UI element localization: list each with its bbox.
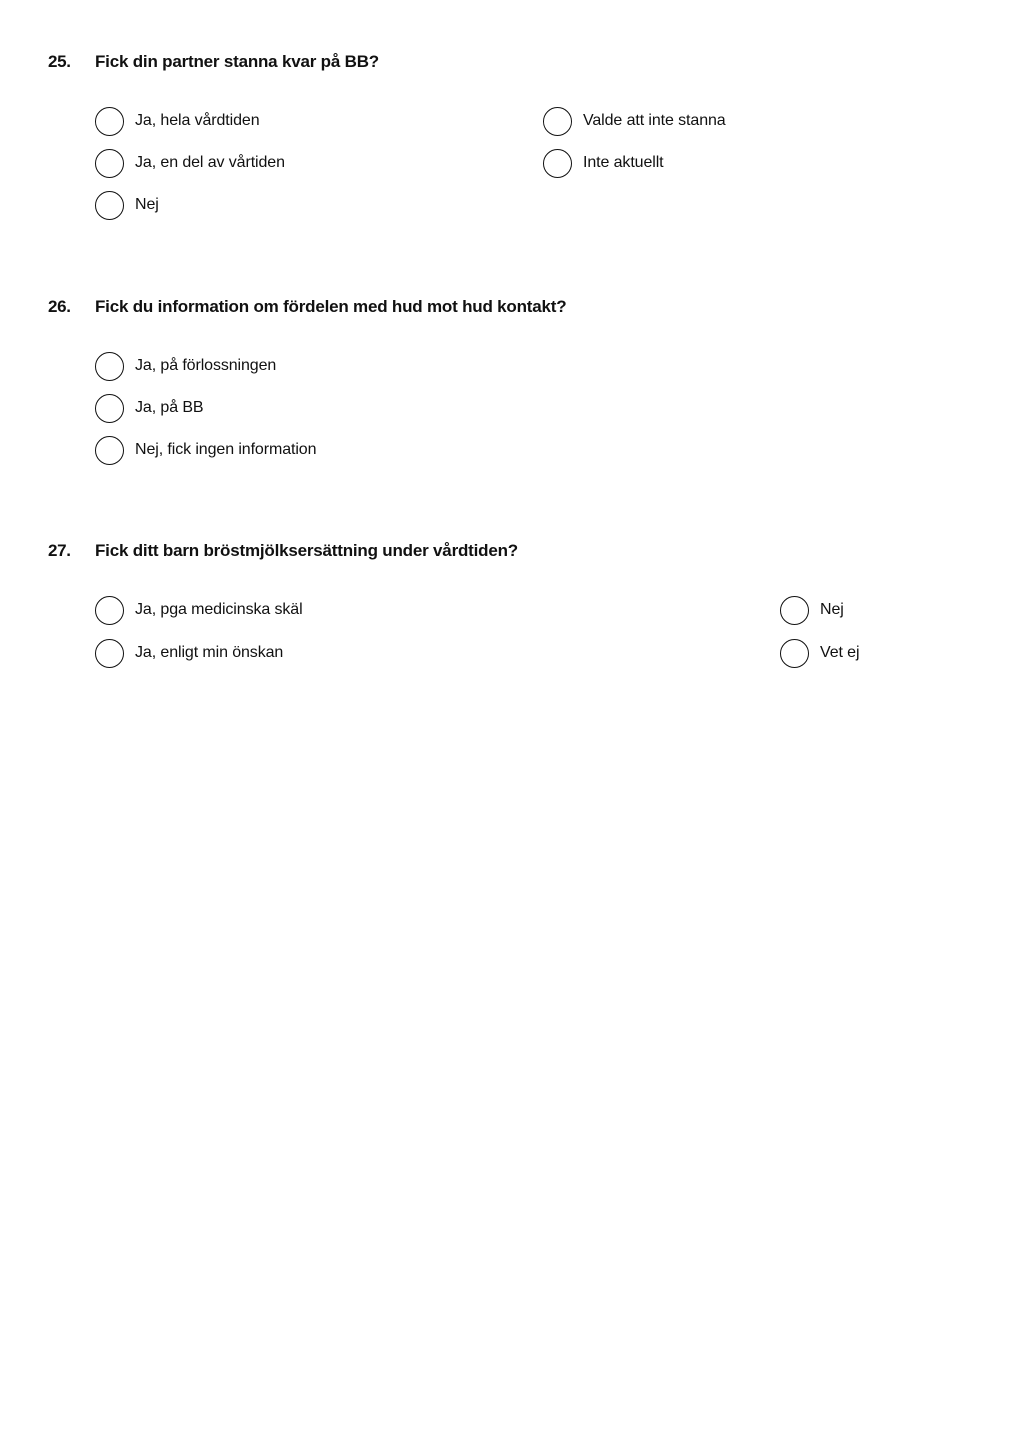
radio-circle-icon[interactable] (95, 149, 124, 178)
radio-circle-icon[interactable] (95, 191, 124, 220)
option-label: Ja, en del av vårtiden (135, 154, 285, 171)
option-inte-aktuellt[interactable] (543, 148, 664, 178)
option-label: Ja, enligt min önskan (135, 644, 284, 661)
radio-circle-icon[interactable] (95, 107, 124, 136)
radio-circle-icon[interactable] (95, 639, 124, 668)
radio-circle-icon[interactable] (543, 149, 572, 178)
question-text: Fick din partner stanna kvar på BB? (95, 52, 379, 71)
option-label: Nej (135, 196, 159, 213)
option-label: Ja, pga medicinska skäl (135, 601, 303, 618)
option-ja-pa-bb[interactable] (95, 393, 203, 423)
question-number: 25. (48, 52, 71, 71)
question-text: Fick du information om fördelen med hud mot hud kontakt? (95, 297, 567, 316)
option-nej-fick-ingen-information[interactable] (95, 435, 316, 465)
option-ja-en-del-av-vartiden[interactable] (95, 148, 285, 178)
option-label: Ja, på BB (135, 399, 204, 416)
option-label: Nej, fick ingen information (135, 441, 317, 458)
radio-circle-icon[interactable] (95, 352, 124, 381)
option-label: Vet ej (820, 644, 860, 661)
radio-circle-icon[interactable] (780, 596, 809, 625)
option-valde-att-inte-stanna[interactable] (543, 106, 726, 136)
option-ja-enligt-min-onskan[interactable] (95, 638, 283, 668)
question-text: Fick ditt barn bröstmjölksersättning under vårdtiden? (95, 541, 518, 560)
option-nej[interactable] (780, 595, 844, 625)
radio-circle-icon[interactable] (780, 639, 809, 668)
radio-circle-icon[interactable] (95, 596, 124, 625)
option-label: Nej (820, 601, 844, 618)
option-vet-ej[interactable] (780, 638, 859, 668)
radio-circle-icon[interactable] (95, 436, 124, 465)
option-label: Ja, på förlossningen (135, 357, 277, 374)
radio-circle-icon[interactable] (95, 394, 124, 423)
option-ja-pga-medicinska-skal[interactable] (95, 595, 303, 625)
option-label: Ja, hela vårdtiden (135, 112, 260, 129)
option-label: Valde att inte stanna (583, 112, 726, 129)
option-label: Inte aktuellt (583, 154, 664, 171)
question-number: 26. (48, 297, 71, 316)
option-nej[interactable] (95, 190, 159, 220)
radio-circle-icon[interactable] (543, 107, 572, 136)
option-ja-pa-forlossningen[interactable] (95, 351, 276, 381)
option-ja-hela-vardtiden[interactable] (95, 106, 260, 136)
question-number: 27. (48, 541, 71, 560)
